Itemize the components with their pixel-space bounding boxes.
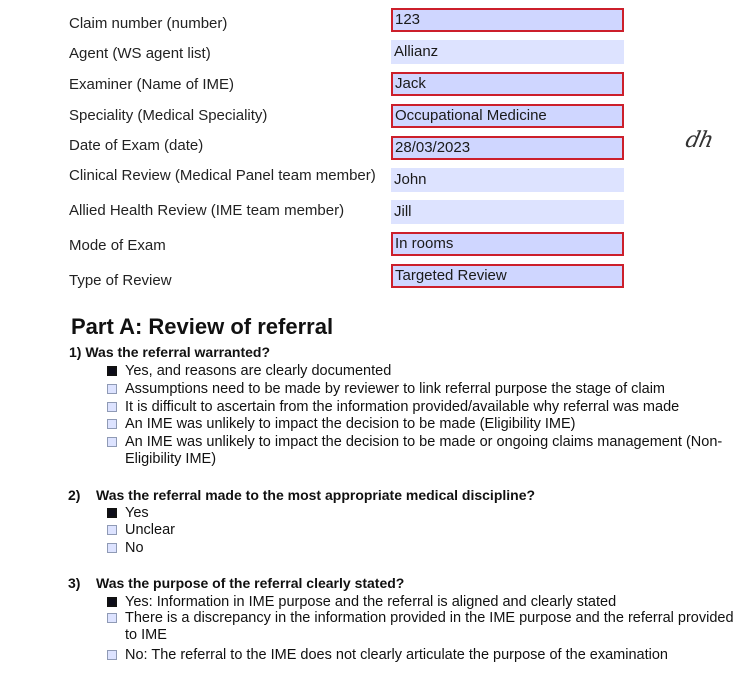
signature-initials: dh [683, 128, 715, 153]
claim-number-field[interactable]: 123 [391, 8, 624, 32]
allied-health-review-field[interactable]: Jill [391, 200, 624, 224]
examiner-field[interactable]: Jack [391, 72, 624, 96]
date-of-exam-field[interactable]: 28/03/2023 [391, 136, 624, 160]
checkbox[interactable] [107, 419, 117, 429]
option-text: It is difficult to ascertain from the information provided/available why referral was made [125, 399, 680, 415]
checkbox[interactable] [107, 525, 117, 535]
part-a-title: Part A: Review of referral [71, 314, 334, 339]
option-text: No: The referral to the IME does not clearly articulate the purpose of the examination [125, 647, 668, 663]
question-1-title: 1) Was the referral warranted? [69, 344, 270, 360]
option-text: An IME was unlikely to impact the decision to be made (Eligibility IME) [125, 416, 576, 432]
allied-health-review-label: Allied Health Review (IME team member) [69, 202, 345, 219]
clinical-review-label: Clinical Review (Medical Panel team member) [69, 167, 376, 184]
question-3-title: Was the purpose of the referral clearly stated? [96, 575, 405, 591]
option-text: No [125, 540, 144, 556]
mode-of-exam-label: Mode of Exam [69, 237, 166, 254]
question-2-number: 2) [68, 487, 81, 503]
checkbox[interactable] [107, 543, 117, 553]
checkbox[interactable] [107, 384, 117, 394]
speciality-field[interactable]: Occupational Medicine [391, 104, 624, 128]
checkbox[interactable] [107, 650, 117, 660]
type-of-review-field[interactable]: Targeted Review [391, 264, 624, 288]
agent-label: Agent (WS agent list) [69, 45, 211, 62]
claim-number-label: Claim number (number) [69, 15, 228, 32]
option-text: Yes, and reasons are clearly documented [125, 363, 392, 379]
checkbox[interactable] [107, 437, 117, 447]
examiner-label: Examiner (Name of IME) [69, 76, 235, 93]
agent-field[interactable]: Allianz [391, 40, 624, 64]
option-text: There is a discrepancy in the information provided in the IME purpose and the referral provided to IME [125, 610, 734, 643]
checkbox[interactable] [107, 597, 117, 607]
speciality-label: Speciality (Medical Speciality) [69, 107, 268, 124]
checkbox[interactable] [107, 402, 117, 412]
type-of-review-label: Type of Review [69, 272, 172, 289]
checkbox[interactable] [107, 613, 117, 623]
clinical-review-field[interactable]: John [391, 168, 624, 192]
checkbox[interactable] [107, 508, 117, 518]
option-text: Yes: Information in IME purpose and the referral is aligned and clearly stated [125, 594, 617, 610]
question-3-number: 3) [68, 575, 81, 591]
option-text: Unclear [125, 522, 175, 538]
mode-of-exam-field[interactable]: In rooms [391, 232, 624, 256]
option-text: Yes [125, 505, 149, 521]
question-2-title: Was the referral made to the most appropriate medical discipline? [96, 487, 536, 503]
option-text: An IME was unlikely to impact the decision to be made or ongoing claims management (Non-Eligibility IME) [125, 434, 723, 467]
checkbox[interactable] [107, 366, 117, 376]
option-text: Assumptions need to be made by reviewer to link referral purpose the stage of claim [125, 381, 665, 397]
date-of-exam-label: Date of Exam (date) [69, 137, 204, 154]
